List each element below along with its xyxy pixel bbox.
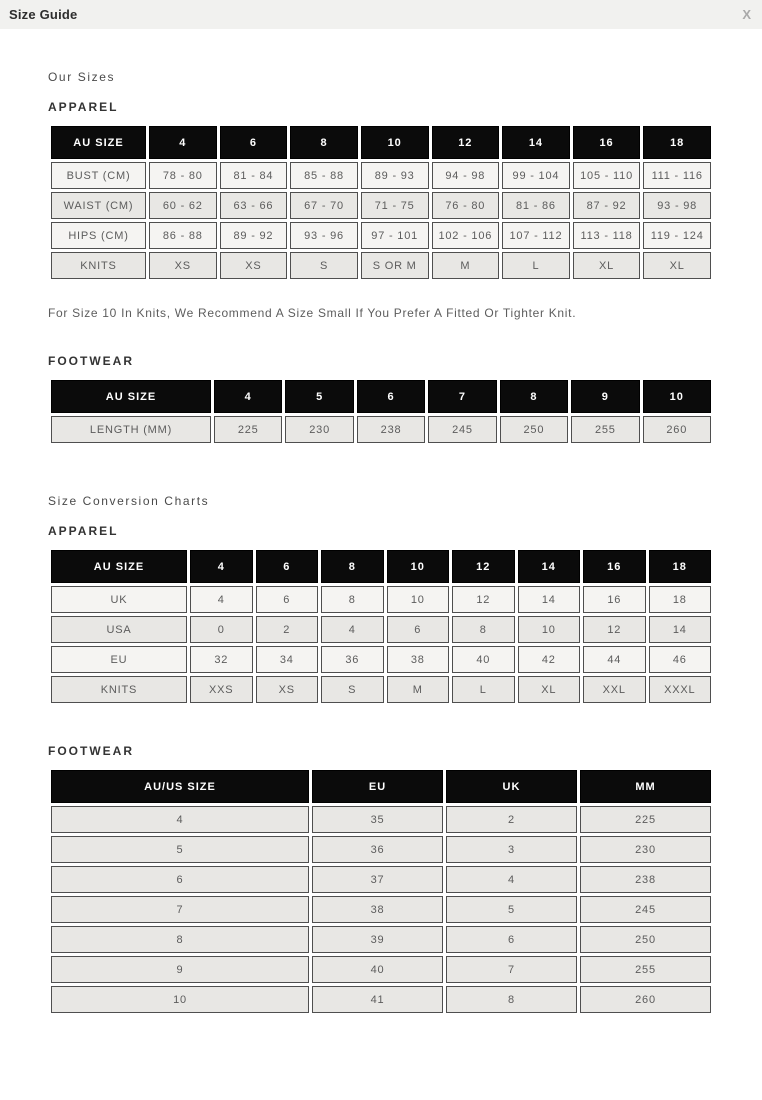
table-row [51, 896, 711, 923]
value-cell: 46 [649, 646, 712, 673]
value-cell: 4 [446, 866, 577, 893]
column-header: 8 [500, 380, 568, 413]
row-label-cell: 5 [51, 836, 309, 863]
value-cell: M [432, 252, 500, 279]
value-cell: 16 [583, 586, 646, 613]
column-header: 10 [361, 126, 429, 159]
table-row [51, 162, 711, 189]
value-cell: 44 [583, 646, 646, 673]
value-cell: M [387, 676, 450, 703]
row-label-cell: USA [51, 616, 187, 643]
row-label-cell: 9 [51, 956, 309, 983]
header-row [51, 380, 711, 413]
value-cell: 41 [312, 986, 443, 1013]
our-sizes-apparel-table [48, 123, 714, 282]
value-cell: 39 [312, 926, 443, 953]
value-cell: 14 [649, 616, 712, 643]
value-cell: 63 - 66 [220, 192, 288, 219]
value-cell: 225 [580, 806, 711, 833]
value-cell: 38 [312, 896, 443, 923]
header-row [51, 770, 711, 803]
column-header: 16 [573, 126, 641, 159]
table-row [51, 806, 711, 833]
value-cell: XXL [583, 676, 646, 703]
value-cell: 6 [387, 616, 450, 643]
value-cell: 230 [285, 416, 353, 443]
value-cell: 113 - 118 [573, 222, 641, 249]
value-cell: 97 - 101 [361, 222, 429, 249]
row-label-cell: 8 [51, 926, 309, 953]
row-label-cell: KNITS [51, 252, 146, 279]
column-header: UK [446, 770, 577, 803]
value-cell: 93 - 98 [643, 192, 711, 219]
value-cell: 36 [321, 646, 384, 673]
column-header: 18 [643, 126, 711, 159]
value-cell: XL [518, 676, 581, 703]
conversion-footwear-table [48, 767, 714, 1016]
row-label-cell: 10 [51, 986, 309, 1013]
value-cell: 4 [321, 616, 384, 643]
footwear-heading-our-sizes: FOOTWEAR [48, 354, 134, 368]
column-header: 6 [256, 550, 319, 583]
value-cell: 250 [580, 926, 711, 953]
value-cell: 6 [446, 926, 577, 953]
value-cell: 12 [583, 616, 646, 643]
table-row [51, 676, 711, 703]
value-cell: 255 [580, 956, 711, 983]
value-cell: 89 - 93 [361, 162, 429, 189]
value-cell: 245 [428, 416, 496, 443]
value-cell: 35 [312, 806, 443, 833]
value-cell: 81 - 86 [502, 192, 570, 219]
table-row [51, 252, 711, 279]
value-cell: 89 - 92 [220, 222, 288, 249]
value-cell: 18 [649, 586, 712, 613]
row-label-cell: HIPS (CM) [51, 222, 146, 249]
knits-note: For Size 10 In Knits, We Recommend A Size Small If You Prefer A Fitted Or Tighter Knit. [48, 306, 577, 320]
value-cell: XXS [190, 676, 253, 703]
value-cell: 260 [643, 416, 711, 443]
value-cell: XS [220, 252, 288, 279]
value-cell: L [452, 676, 515, 703]
value-cell: 10 [387, 586, 450, 613]
column-header: 18 [649, 550, 712, 583]
table-row [51, 222, 711, 249]
column-header: AU SIZE [51, 126, 146, 159]
value-cell: 78 - 80 [149, 162, 217, 189]
footwear-heading-conversion: FOOTWEAR [48, 744, 134, 758]
row-label-cell: KNITS [51, 676, 187, 703]
column-header: 6 [220, 126, 288, 159]
value-cell: 36 [312, 836, 443, 863]
value-cell: 93 - 96 [290, 222, 358, 249]
row-label-cell: UK [51, 586, 187, 613]
table-row [51, 866, 711, 893]
row-label-cell: EU [51, 646, 187, 673]
modal-content [0, 70, 762, 1056]
value-cell: 4 [190, 586, 253, 613]
value-cell: 260 [580, 986, 711, 1013]
value-cell: 2 [256, 616, 319, 643]
header-row [51, 550, 711, 583]
value-cell: 94 - 98 [432, 162, 500, 189]
value-cell: 5 [446, 896, 577, 923]
column-header: 10 [387, 550, 450, 583]
table-row [51, 926, 711, 953]
value-cell: XS [149, 252, 217, 279]
value-cell: 14 [518, 586, 581, 613]
column-header: 12 [452, 550, 515, 583]
table-row [51, 416, 711, 443]
table-row [51, 616, 711, 643]
value-cell: 238 [580, 866, 711, 893]
column-header: 9 [571, 380, 639, 413]
row-label-cell: 7 [51, 896, 309, 923]
value-cell: XL [573, 252, 641, 279]
column-header: MM [580, 770, 711, 803]
close-icon[interactable]: X [742, 7, 751, 22]
table-row [51, 986, 711, 1013]
column-header: 8 [321, 550, 384, 583]
value-cell: 119 - 124 [643, 222, 711, 249]
value-cell: 67 - 70 [290, 192, 358, 219]
value-cell: S [290, 252, 358, 279]
column-header: 10 [643, 380, 711, 413]
modal-header [0, 0, 762, 29]
column-header: EU [312, 770, 443, 803]
value-cell: 225 [214, 416, 282, 443]
value-cell: 34 [256, 646, 319, 673]
table-row [51, 192, 711, 219]
value-cell: 81 - 84 [220, 162, 288, 189]
value-cell: S OR M [361, 252, 429, 279]
column-header: 12 [432, 126, 500, 159]
value-cell: 38 [387, 646, 450, 673]
table-row [51, 646, 711, 673]
column-header: AU SIZE [51, 380, 211, 413]
value-cell: 3 [446, 836, 577, 863]
value-cell: 10 [518, 616, 581, 643]
value-cell: 37 [312, 866, 443, 893]
value-cell: 8 [446, 986, 577, 1013]
value-cell: 8 [452, 616, 515, 643]
value-cell: 230 [580, 836, 711, 863]
value-cell: 111 - 116 [643, 162, 711, 189]
apparel-heading-conversion: APPAREL [48, 524, 119, 538]
value-cell: 71 - 75 [361, 192, 429, 219]
column-header: 6 [357, 380, 425, 413]
our-sizes-footwear-table [48, 377, 714, 446]
row-label-cell: 6 [51, 866, 309, 893]
value-cell: 86 - 88 [149, 222, 217, 249]
value-cell: 105 - 110 [573, 162, 641, 189]
column-header: 4 [190, 550, 253, 583]
value-cell: 8 [321, 586, 384, 613]
row-label-cell: BUST (CM) [51, 162, 146, 189]
apparel-heading-our-sizes: APPAREL [48, 100, 119, 114]
value-cell: 107 - 112 [502, 222, 570, 249]
column-header: AU SIZE [51, 550, 187, 583]
row-label-cell: 4 [51, 806, 309, 833]
column-header: 8 [290, 126, 358, 159]
modal-title: Size Guide [9, 7, 78, 22]
value-cell: 99 - 104 [502, 162, 570, 189]
value-cell: L [502, 252, 570, 279]
value-cell: S [321, 676, 384, 703]
value-cell: 85 - 88 [290, 162, 358, 189]
column-header: 16 [583, 550, 646, 583]
value-cell: XXXL [649, 676, 712, 703]
table-row [51, 586, 711, 613]
value-cell: 76 - 80 [432, 192, 500, 219]
table-row [51, 956, 711, 983]
value-cell: 7 [446, 956, 577, 983]
value-cell: 238 [357, 416, 425, 443]
row-label-cell: WAIST (CM) [51, 192, 146, 219]
column-header: 5 [285, 380, 353, 413]
value-cell: 12 [452, 586, 515, 613]
value-cell: 255 [571, 416, 639, 443]
row-label-cell: LENGTH (MM) [51, 416, 211, 443]
column-header: AU/US SIZE [51, 770, 309, 803]
value-cell: 40 [312, 956, 443, 983]
column-header: 14 [502, 126, 570, 159]
column-header: 4 [149, 126, 217, 159]
column-header: 4 [214, 380, 282, 413]
value-cell: 60 - 62 [149, 192, 217, 219]
value-cell: 42 [518, 646, 581, 673]
value-cell: 0 [190, 616, 253, 643]
value-cell: 40 [452, 646, 515, 673]
table-row [51, 836, 711, 863]
our-sizes-heading: Our Sizes [48, 70, 116, 84]
value-cell: 250 [500, 416, 568, 443]
value-cell: 2 [446, 806, 577, 833]
column-header: 14 [518, 550, 581, 583]
value-cell: 87 - 92 [573, 192, 641, 219]
value-cell: 245 [580, 896, 711, 923]
value-cell: XS [256, 676, 319, 703]
value-cell: XL [643, 252, 711, 279]
value-cell: 102 - 106 [432, 222, 500, 249]
conversion-apparel-table [48, 547, 714, 706]
column-header: 7 [428, 380, 496, 413]
header-row [51, 126, 711, 159]
value-cell: 6 [256, 586, 319, 613]
size-conversion-heading: Size Conversion Charts [48, 494, 210, 508]
value-cell: 32 [190, 646, 253, 673]
